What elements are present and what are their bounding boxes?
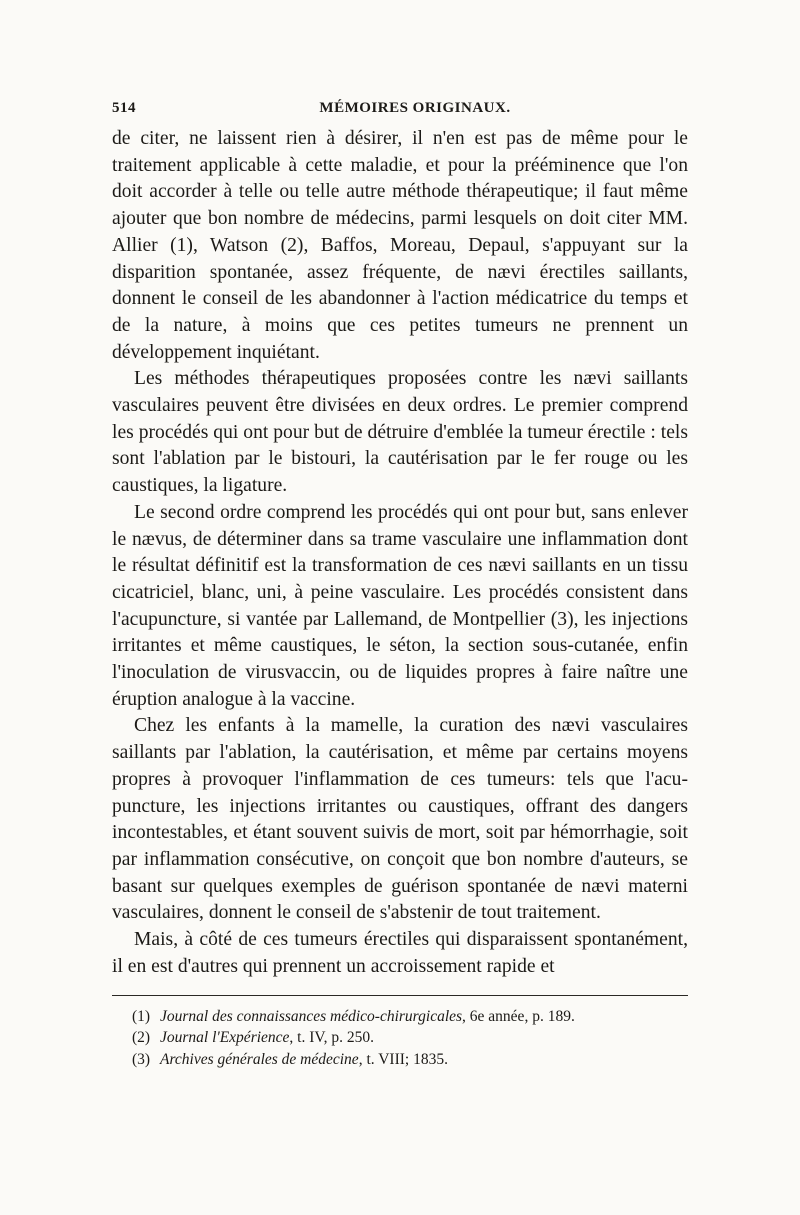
running-head (112, 96, 688, 126)
paragraph: Chez les enfants à la mamelle, la curation des nævi vasculaires saillants par l'ablation, la cautérisation, et même par certains moyens propres à provoquer l'inflammation de ces tumeurs: tels que l'acupuncture, les injections irritantes ou caustiques, offrant des dangers incontestables, et étant souvent suivis de mort, soit par hémorrhagie, soit par inflammation consécutive, on conçoit que bon nombre d'auteurs, se basant sur quelques exemples de guérison spontanée de nævi materni vasculaires, donnent le conseil de s'abstenir de tout traitement. (112, 715, 688, 924)
footnote-divider (112, 995, 688, 996)
paragraph: de citer, ne laissent rien à désirer, il n'en est pas de même pour le traitement applicable à cette maladie, et pour la prééminence que l'on doit accorder à telle ou telle autre méthode thérapeutique; il faut même ajouter que bon nombre de médecins, parmi lesquels on doit citer MM. Allier (1), Watson (2), Baffos, Moreau, Depaul, s'appuyant sur la disparition spontanée, assez fréquente, de nævi érectiles saillants, donnent le conseil de les abandonner à l'action médicatrice du temps et de la nature, à moins que ces petites tumeurs ne prennent un développement inquiétant. (112, 128, 688, 363)
footnote-source: Journal l'Expérience (160, 1029, 290, 1046)
footnotes (112, 1006, 688, 1071)
footnote (112, 1049, 688, 1071)
paragraph: Le second ordre comprend les procédés qui ont pour but, sans enlever le nævus, de déterminer dans sa trame vasculaire une inflammation dont le résultat définitif est la transformation de ces nævi saillants en un tissu cicatriciel, blanc, uni, à peine vasculaire. Les procédés consistent dans l'acupuncture, si vantée par Lallemand, de Montpellier (3), les injections irritantes et même caustiques, le séton, la section sous-cutanée, enfin l'inoculation de virusvaccin, ou de liquides propres à faire naître une éruption analogue à la vaccine. (112, 501, 688, 710)
footnote-number: (2) (132, 1029, 151, 1046)
footnote-number: (1) (132, 1007, 151, 1025)
page-number: 514 (112, 100, 136, 116)
footnote-details: , t. IV, p. 250. (289, 1029, 374, 1046)
footnote-details: , t. VIII; 1835. (358, 1050, 448, 1068)
footnote (112, 1027, 688, 1049)
document-page (112, 96, 688, 1070)
running-title: MÉMOIRES ORIGINAUX. (319, 100, 511, 116)
footnote-source: Journal des connaissances médico-chirurgicales (160, 1007, 463, 1025)
footnote (112, 1006, 688, 1028)
paragraph: Les méthodes thérapeutiques proposées contre les nævi saillants vasculaires peuvent être divisées en deux ordres. Le premier comprend les procédés qui ont pour but de détruire d'emblée la tumeur érectile : tels sont l'ablation par le bistouri, la cautérisation par le fer rouge ou les caustiques, la ligature. (112, 368, 688, 497)
footnote-number: (3) (132, 1050, 151, 1068)
paragraph: Mais, à côté de ces tumeurs érectiles qui disparaissent spontanément, il en est d'autres qui prennent un accroissement rapide et (112, 929, 688, 977)
footnote-details: , 6e année, p. 189. (462, 1007, 575, 1025)
footnote-source: Archives générales de médecine (160, 1050, 359, 1068)
body-text (112, 126, 688, 981)
